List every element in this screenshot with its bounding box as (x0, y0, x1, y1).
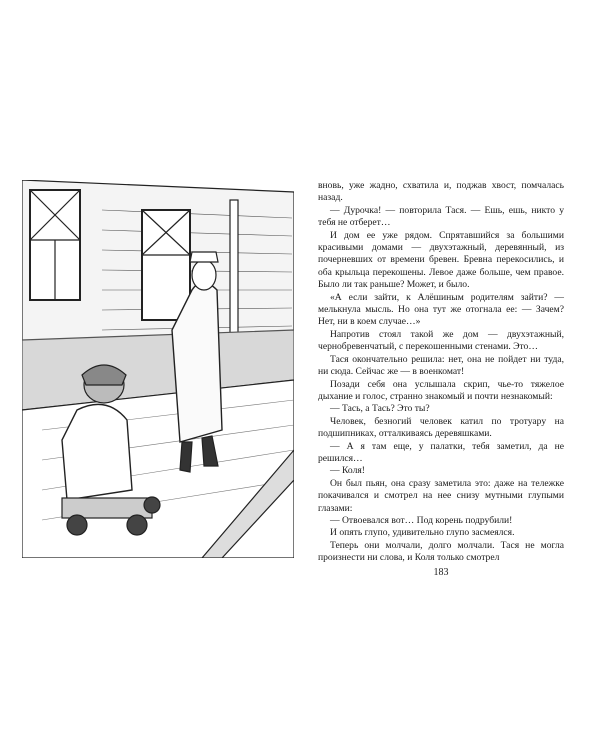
paragraph: — Коля! (330, 465, 365, 477)
paragraph: вновь, уже жадно, схватила и, поджав хвост, помчалась назад. (318, 180, 564, 204)
paragraph: И опять глупо, удивительно глупо засмеялся. (330, 527, 515, 539)
paragraph: Позади себя она услышала скрип, чье-то тяжелое дыхание и голос, странно знакомый и почти незнакомый: (318, 378, 564, 402)
paragraph: И дом ее уже рядом. Спрятавшийся за большими красивыми домами — двухэтажный, деревянный, из почерневших от времени бревен. Бревна перекосились, и оба крыльца перекошены. Левое даже больше, чем правое. Было ли так раньше? Может, и было. (318, 229, 564, 291)
paragraph: Тася окончательно решила: нет, она не пойдет ни туда, ни сюда. Сейчас же — в военкомат! (318, 353, 564, 378)
paragraph: Человек, безногий человек катил по тротуару на подшипниках, отталкиваясь деревяшками. (318, 415, 564, 440)
paragraph: Он был пьян, она сразу заметила это: даже на тележке покачивался и смотрел на нее снизу мутными глупыми глазами: (318, 477, 564, 514)
illustration-street-scene (22, 180, 294, 558)
paragraph: — Тась, а Тась? Это ты? (330, 403, 430, 415)
page-number: 183 (433, 567, 449, 578)
paragraph: Напротив стоял такой же дом — двухэтажный, чернобревенчатый, с перекошенными стенами. Это… (318, 328, 564, 353)
paragraph: Теперь они молчали, долго молчали. Тася не могла произнести ни слова, и Коля только смотрел (318, 539, 564, 564)
paragraph: — Дурочка! — повторила Тася. — Ешь, ешь, никто у тебя не отберет… (318, 204, 564, 229)
paragraph: «А если зайти, к Алёшиным родителям зайти? — мелькнула мысль. Но она тут же отогнала ее: — Зачем? Нет, ни в коем случае…» (318, 291, 564, 328)
text-column (318, 180, 564, 565)
paragraph: — Отвоевался вот… Под корень подрубили! (330, 514, 513, 526)
paragraph: — А я там еще, у палатки, тебя заметил, да не решился… (318, 440, 564, 464)
